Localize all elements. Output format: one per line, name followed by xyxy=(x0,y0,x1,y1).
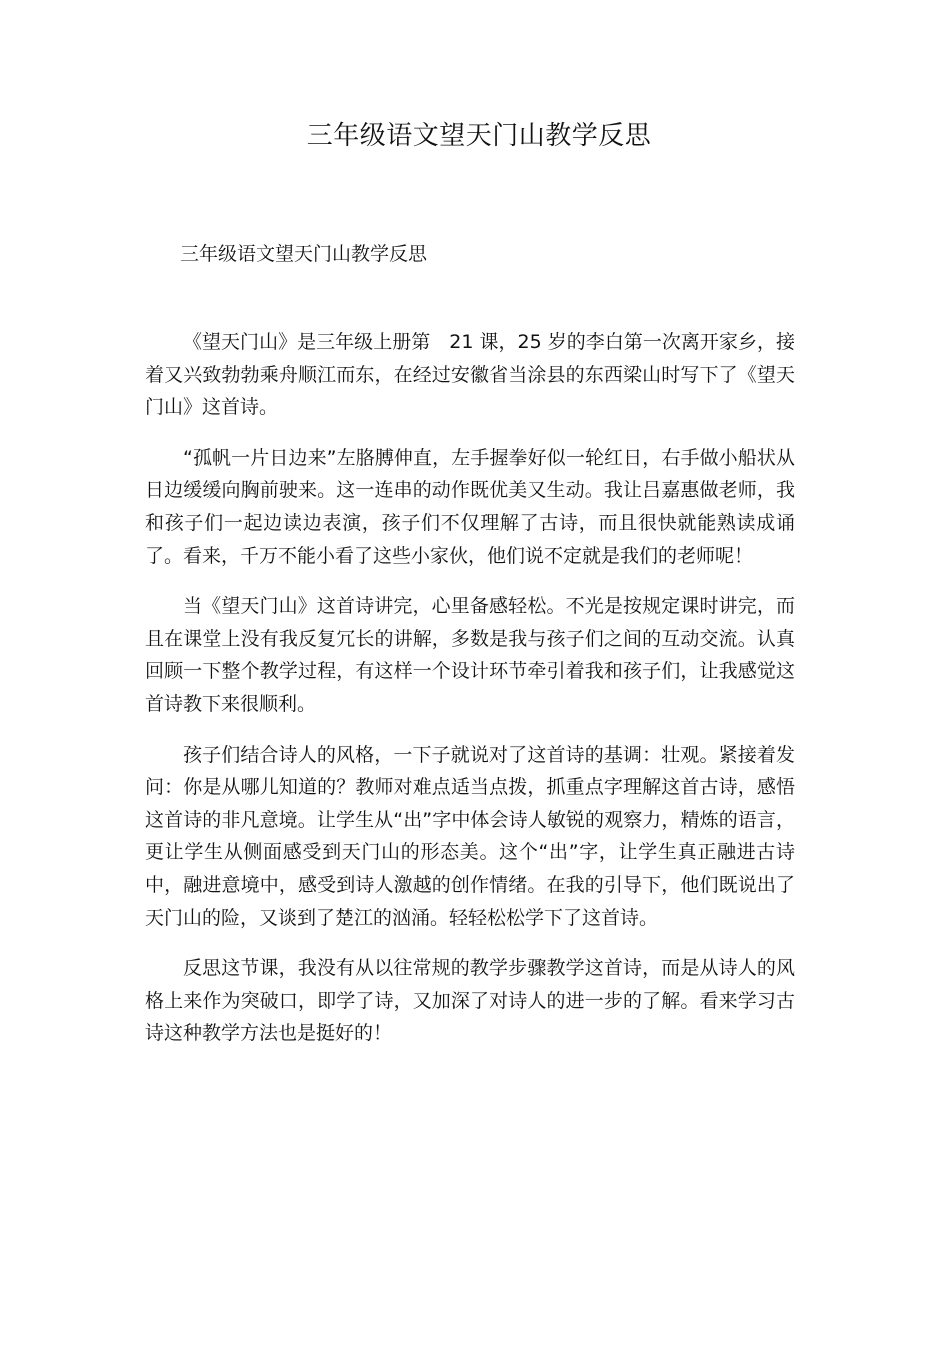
paragraph: 孩子们结合诗人的风格，一下子就说对了这首诗的基调：壮观。紧接着发问：你是从哪儿知道的？教师对难点适当点拨，抓重点字理解这首古诗，感悟这首诗的非凡意境。让学生从“出”字中体会诗人敏锐的观察力，精炼的语言，更让学生从侧面感受到天门山的形态美。这个“出”字，让学生真正融进古诗中，融进意境中，感受到诗人激越的创作情绪。在我的引导下，他们既说出了天门山的险，又谈到了楚江的汹涌。轻轻松松学下了这首诗。 xyxy=(145,743,795,929)
document-subtitle: 三年级语文望天门山教学反思 xyxy=(180,243,428,265)
document-body xyxy=(145,326,795,1068)
document-title: 三年级语文望天门山教学反思 xyxy=(306,121,652,151)
paragraph: 《望天门山》是三年级上册第 21 课，25 岁的李白第一次离开家乡，接着又兴致勃勃乘舟顺江而东，在经过安徽省当涂县的东西梁山时写下了《望天门山》这首诗。 xyxy=(145,331,795,419)
paragraph: 反思这节课，我没有从以往常规的教学步骤教学这首诗，而是从诗人的风格上来作为突破口，即学了诗，又加深了对诗人的进一步的了解。看来学习古诗这种教学方法也是挺好的！ xyxy=(145,957,795,1045)
paragraph: 当《望天门山》这首诗讲完，心里备感轻松。不光是按规定课时讲完，而且在课堂上没有我反复冗长的讲解，多数是我与孩子们之间的互动交流。认真回顾一下整个教学过程，有这样一个设计环节牵引着我和孩子们，让我感觉这首诗教下来很顺利。 xyxy=(145,595,795,715)
paragraph: “孤帆一片日边来”左胳膊伸直，左手握拳好似一轮红日，右手做小船状从日边缓缓向胸前驶来。这一连串的动作既优美又生动。我让吕嘉惠做老师，我和孩子们一起边读边表演，孩子们不仅理解了古诗，而且很快就能熟读成诵了。看来，千万不能小看了这些小家伙，他们说不定就是我们的老师呢！ xyxy=(145,446,795,567)
